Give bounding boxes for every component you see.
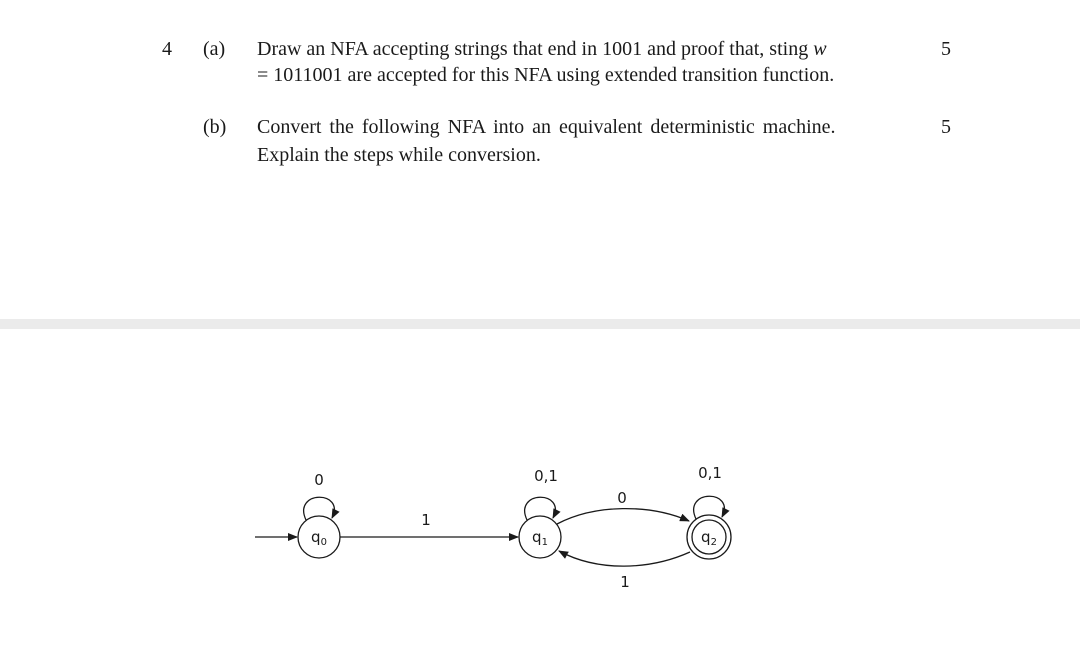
state-q2-label: q <box>701 528 711 546</box>
state-q0-sub: 0 <box>320 537 327 548</box>
part-a-text-line2: = 1011001 are accepted for this NFA using extended transition function. <box>257 64 835 86</box>
part-a-label: (a) <box>203 38 226 60</box>
edge-q2-q1-label: 1 <box>620 573 630 591</box>
part-b-text-line1: Convert the following NFA into an equivalent deterministic machine. <box>257 116 836 138</box>
part-b-label: (b) <box>203 116 227 138</box>
part-a-marks: 5 <box>941 38 951 60</box>
edge-q1-q2-label: 0 <box>617 489 627 507</box>
loop-q1-label: 0,1 <box>534 467 558 485</box>
edge-q1-q2 <box>557 509 689 524</box>
edge-q2-q1 <box>559 551 690 566</box>
state-q0-label: q <box>311 528 321 546</box>
state-q2-sub: 2 <box>710 537 717 548</box>
loop-q0-label: 0 <box>314 471 324 489</box>
edge-q0-q1-label: 1 <box>421 511 431 529</box>
part-b-text-line2: Explain the steps while conversion. <box>257 144 541 166</box>
state-q0 <box>298 516 340 558</box>
state-q1-sub: 1 <box>541 537 548 548</box>
question-number: 4 <box>162 38 172 60</box>
part-a-text-line1-main: Draw an NFA accepting strings that end in 1001 and proof that, sting <box>257 38 814 60</box>
loop-q2-label: 0,1 <box>698 464 722 482</box>
state-q1 <box>519 516 561 558</box>
part-a-variable-w: w <box>813 38 827 60</box>
part-b-marks: 5 <box>941 116 951 138</box>
state-q1-label: q <box>532 528 542 546</box>
state-q2 <box>687 515 731 559</box>
